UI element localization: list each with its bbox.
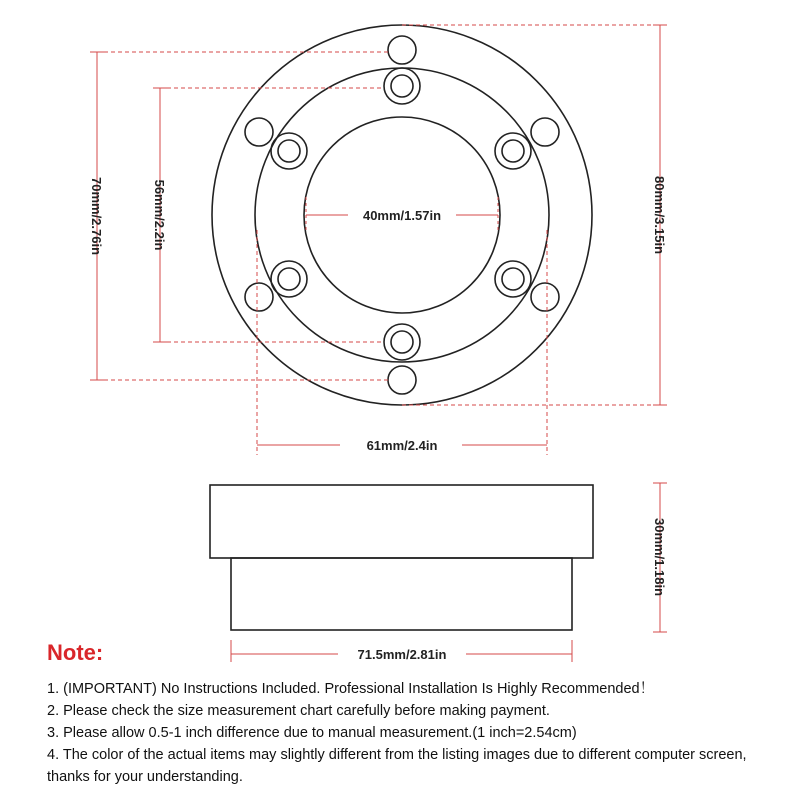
inner-bolt-hole	[271, 261, 307, 297]
outer-bolt-hole	[531, 118, 559, 146]
outer-bolt-hole	[388, 366, 416, 394]
note-item: 4. The color of the actual items may slightly different from the listing images due to different computer screen, thanks for your understanding.	[47, 747, 747, 785]
outer-diameter-label: 80mm/3.15in	[652, 175, 667, 255]
outer-bolt-hole	[531, 283, 559, 311]
side-flange-body	[210, 485, 593, 558]
outer-diameter-dimension	[402, 25, 667, 405]
note-item: 1. (IMPORTANT) No Instructions Included. Professional Installation Is Highly Recommended！	[47, 681, 655, 697]
inner-bolt-circle-label: 56mm/2.2in	[152, 179, 167, 251]
inner-bolt-hole	[271, 133, 307, 169]
inner-bolt-circle-dimension	[153, 88, 384, 342]
note-title: Note:	[47, 640, 104, 665]
notes-section	[47, 640, 787, 788]
outer-bolt-circle-dimension	[90, 52, 388, 380]
outer-bolt-hole	[245, 283, 273, 311]
side-width-label: 71.5mm/2.81in	[357, 647, 447, 662]
note-item: 3. Please allow 0.5-1 inch difference due to manual measurement.(1 inch=2.54cm)	[47, 725, 577, 741]
outer-bolt-hole	[245, 118, 273, 146]
inner-bolt-hole	[384, 324, 420, 360]
inner-bolt-hole	[495, 261, 531, 297]
inner-bolt-hole	[384, 68, 420, 104]
hole-span-label: 61mm/2.4in	[366, 438, 438, 453]
side-view	[210, 485, 593, 630]
center-bore-label: 40mm/1.57in	[362, 208, 442, 223]
note-item: 2. Please check the size measurement chart carefully before making payment.	[47, 703, 550, 719]
dimension-lines	[90, 25, 667, 640]
inner-bolt-hole	[495, 133, 531, 169]
outer-bolt-circle-label: 70mm/2.76in	[89, 176, 104, 256]
outer-bolt-hole	[388, 36, 416, 64]
height-label: 30mm/1.18in	[652, 517, 667, 597]
side-hub-body	[231, 558, 572, 630]
